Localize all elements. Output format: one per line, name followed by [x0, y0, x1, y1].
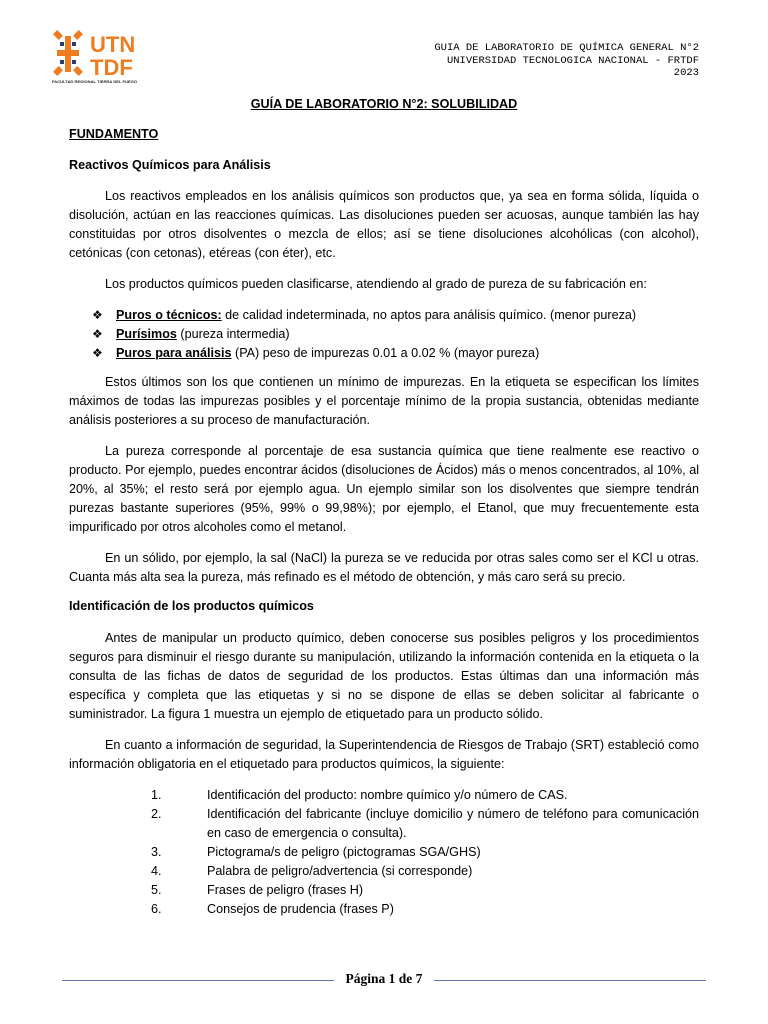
list-item-number: 4. — [151, 864, 162, 878]
diamond-bullet-icon: ❖ — [92, 327, 103, 341]
list-item-number: 5. — [151, 883, 162, 897]
subheading-reactivos: Reactivos Químicos para Análisis — [69, 158, 271, 172]
list-item-text: Frases de peligro (frases H) — [207, 883, 364, 897]
logo-text-top: UTN — [90, 32, 136, 57]
label-requirements-list — [151, 786, 699, 919]
list-item — [151, 862, 699, 881]
list-item — [151, 786, 699, 805]
list-item — [151, 843, 699, 862]
header-line-year: 2023 — [673, 67, 699, 79]
list-item-term: Puros para análisis — [116, 346, 232, 360]
list-item — [92, 306, 702, 325]
list-item-text: Palabra de peligro/advertencia (si corresponde) — [207, 864, 473, 878]
diamond-bullet-icon: ❖ — [92, 346, 103, 360]
paragraph-6: Antes de manipular un producto químico, deben conocerse sus posibles peligros y los procedimientos seguros para disminuir el riesgo durante su manipulación, utilizando la información contenida en la etiqueta o la consulta de las fichas de datos de seguridad de los productos. Estas últimas dan una información más específica y completa que las etiquetas y si no se dispone de ellas se deben solicitar al fabricante o suministrador. La figura 1 muestra un ejemplo de etiquetado para un producto sólido. — [69, 631, 699, 721]
logo-text-bottom: TDF — [90, 55, 133, 80]
list-item-number: 2. — [151, 807, 162, 821]
list-item-text: (PA) peso de impurezas 0.01 a 0.02 % (mayor pureza) — [231, 346, 540, 360]
list-item — [151, 900, 699, 919]
list-item-number: 6. — [151, 902, 162, 916]
paragraph-7: En cuanto a información de seguridad, la Superintendencia de Riesgos de Trabajo (SRT) estableció como información obligatoria en el etiquetado para productos químicos, la siguiente: — [69, 738, 699, 771]
utn-logo-icon — [52, 30, 164, 80]
list-item — [92, 325, 702, 344]
list-item — [92, 344, 702, 363]
page-title: GUÍA DE LABORATORIO N°2: SOLUBILIDAD — [250, 97, 518, 111]
list-item-term: Puros o técnicos: — [116, 308, 222, 322]
paragraph-5: En un sólido, por ejemplo, la sal (NaCl) la pureza se ve reducida por otras sales como ser el KCl u otras. Cuanta más alta sea la pureza, más refinado es el método de obtención, y más caro será su precio. — [69, 551, 699, 584]
paragraph-2: Los productos químicos pueden clasificarse, atendiendo al grado de pureza de su fabricación en: — [105, 277, 647, 291]
list-item-term: Purísimos — [116, 327, 177, 341]
header-line-course: GUIA DE LABORATORIO DE QUÍMICA GENERAL N°2 — [434, 42, 699, 54]
section-heading-fundamento: FUNDAMENTO — [69, 127, 159, 141]
page-number: Página 1 de 7 — [345, 971, 423, 986]
diamond-bullet-icon: ❖ — [92, 308, 103, 322]
footer-divider-right — [434, 980, 706, 981]
list-item-text: Identificación del fabricante (incluye domicilio y número de teléfono para comunicación en caso de emergencia o consulta). — [207, 807, 699, 840]
logo-tagline: FACULTAD REGIONAL TIERRA DEL FUEGO — [52, 79, 138, 84]
paragraph-3: Estos últimos son los que contienen un mínimo de impurezas. En la etiqueta se especifican los límites máximos de todas las impurezas posibles y el porcentaje mínimo de la propia sustancia, obtenidas mediante análisis posteriores a su proceso de manufacturación. — [69, 375, 699, 427]
list-item-text: (pureza intermedia) — [176, 327, 290, 341]
subheading-identificacion: Identificación de los productos químicos — [69, 599, 314, 613]
list-item-text: Consejos de prudencia (frases P) — [207, 902, 394, 916]
list-item — [151, 881, 699, 900]
document-header — [434, 42, 699, 80]
paragraph-1: Los reactivos empleados en los análisis químicos son productos que, ya sea en forma sólida, líquida o disolución, actúan en las reacciones químicas. Las disoluciones pueden ser acuosas, aunque también las hay constituidas por otros disolventes o mezcla de ellos; así se tiene disoluciones alcohólicas (con alcohol), cetónicas (con cetonas), etéreas (con éter), etc. — [69, 189, 699, 260]
utn-tdf-logo — [52, 30, 164, 86]
list-item-number: 3. — [151, 845, 162, 859]
header-line-university: UNIVERSIDAD TECNOLOGICA NACIONAL - FRTDF — [446, 54, 699, 67]
list-item — [151, 805, 699, 843]
list-item-text: Identificación del producto: nombre químico y/o número de CAS. — [207, 788, 568, 802]
purity-list — [92, 306, 702, 363]
paragraph-4: La pureza corresponde al porcentaje de esa sustancia química que tiene realmente ese reactivo o producto. Por ejemplo, puedes encontrar ácidos (disoluciones de Ácidos) más o menos concentrados, al 10%, al 20%, al 35%; el resto será por ejemplo agua. Un ejemplo similar son los disolventes que siempre tendrán purezas bastante superiores (95%, 99% o 99,98%); por ejemplo, el Etanol, que muy frecuentemente esta impurificado por otros alcoholes como el metanol. — [69, 444, 699, 534]
list-item-number: 1. — [151, 788, 162, 802]
list-item-text: Pictograma/s de peligro (pictogramas SGA/GHS) — [207, 845, 481, 859]
list-item-text: de calidad indeterminada, no aptos para análisis químico. (menor pureza) — [221, 308, 637, 322]
